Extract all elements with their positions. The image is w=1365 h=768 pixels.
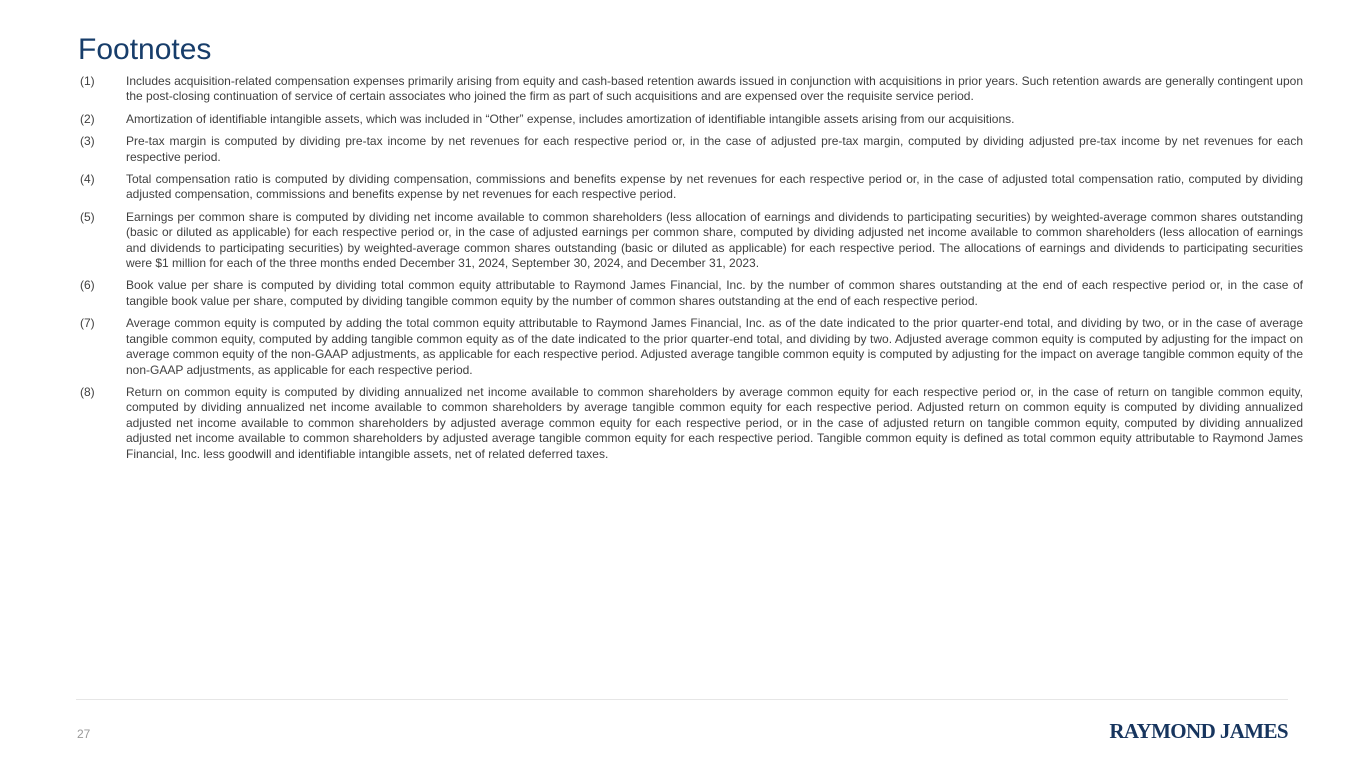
page-title: Footnotes <box>78 33 212 66</box>
footnote-item <box>80 278 1303 309</box>
footnote-text: Total compensation ratio is computed by dividing compensation, commissions and benefits expense by net revenues for each respective period or, in the case of adjusted total compensation ratio, computed by dividing adjusted compensation, commissions and benefits expense by net revenues for each respective period. <box>126 172 1303 202</box>
footnote-number: (6) <box>80 278 95 293</box>
footnote-item <box>80 112 1303 127</box>
footnote-item <box>80 134 1303 165</box>
footnote-number: (3) <box>80 134 95 149</box>
footnote-text: Return on common equity is computed by dividing annualized net income available to common shareholders by average common equity for each respective period or, in the case of return on tangible common equity, computed by dividing annualized net income available to common shareholders by average tangible common equity for each respective period. Adjusted return on common equity is computed by dividing annualized adjusted net income available to common shareholders by adjusted average common equity for each respective period, or in the case of adjusted return on tangible common equity, computed by dividing annualized adjusted net income available to common shareholders by adjusted average tangible common equity for each respective period. Tangible common equity is defined as total common equity attributable to Raymond James Financial, Inc. less goodwill and identifiable intangible assets, net of related deferred taxes. <box>126 384 1303 461</box>
footnote-text: Pre-tax margin is computed by dividing pre-tax income by net revenues for each respective period or, in the case of adjusted pre-tax margin, computed by dividing adjusted pre-tax income by net revenues for each respective period. <box>126 134 1303 164</box>
footnotes-list <box>80 74 1303 469</box>
footnote-number: (4) <box>80 172 95 187</box>
footnote-text: Earnings per common share is computed by dividing net income available to common shareholders (less allocation of earnings and dividends to participating securities) by weighted-average common shares outstanding (basic or diluted as applicable) for each respective period or, in the case of adjusted earnings per common share, computed by dividing adjusted net income available to common shareholders (less allocation of earnings and dividends to participating securities) by weighted-average common shares outstanding (basic or diluted as applicable) for each respective period. The allocations of earnings and dividends to participating securities were $1 million for each of the three months ended December 31, 2024, September 30, 2024, and December 31, 2023. <box>126 209 1303 271</box>
footnote-text: Amortization of identifiable intangible assets, which was included in “Other” expense, includes amortization of identifiable intangible assets arising from our acquisitions. <box>126 111 1015 126</box>
footnote-text: Book value per share is computed by dividing total common equity attributable to Raymond James Financial, Inc. by the number of common shares outstanding at the end of each respective period or, in the case of tangible book value per share, computed by dividing tangible common equity by the number of common shares outstanding at the end of each respective period. <box>126 278 1303 308</box>
page-number: 27 <box>77 727 91 741</box>
footnote-item <box>80 210 1303 272</box>
footnote-item <box>80 385 1303 462</box>
footnote-number: (5) <box>80 209 95 224</box>
footnote-text: Includes acquisition-related compensation expenses primarily arising from equity and cash-based retention awards issued in conjunction with acquisitions in prior years. Such retention awards are generally contingent upon the post-closing continuation of service of certain associates who joined the firm as part of such acquisitions and are expensed over the requisite service period. <box>126 74 1303 104</box>
footnote-number: (8) <box>80 384 95 399</box>
footnote-item <box>80 74 1303 105</box>
footnote-text: Average common equity is computed by adding the total common equity attributable to Raymond James Financial, Inc. as of the date indicated to the prior quarter-end total, and dividing by two, or in the case of average tangible common equity, computed by adding tangible common equity as of the date indicated to the prior quarter-end total, and dividing by two. Adjusted average common equity is computed by adjusting for the impact on average common equity of the non-GAAP adjustments, as applicable for each respective period. Adjusted average tangible common equity is computed by adjusting for the impact on average tangible common equity of the non-GAAP adjustments, as applicable for each respective period. <box>126 316 1303 377</box>
footnote-number: (1) <box>80 74 95 88</box>
footnote-number: (2) <box>80 111 95 126</box>
footnote-item <box>80 172 1303 203</box>
raymond-james-logo: RAYMOND JAMES <box>1109 719 1288 743</box>
footnote-number: (7) <box>80 316 95 331</box>
footnote-item <box>80 316 1303 378</box>
footer-divider <box>76 699 1288 700</box>
